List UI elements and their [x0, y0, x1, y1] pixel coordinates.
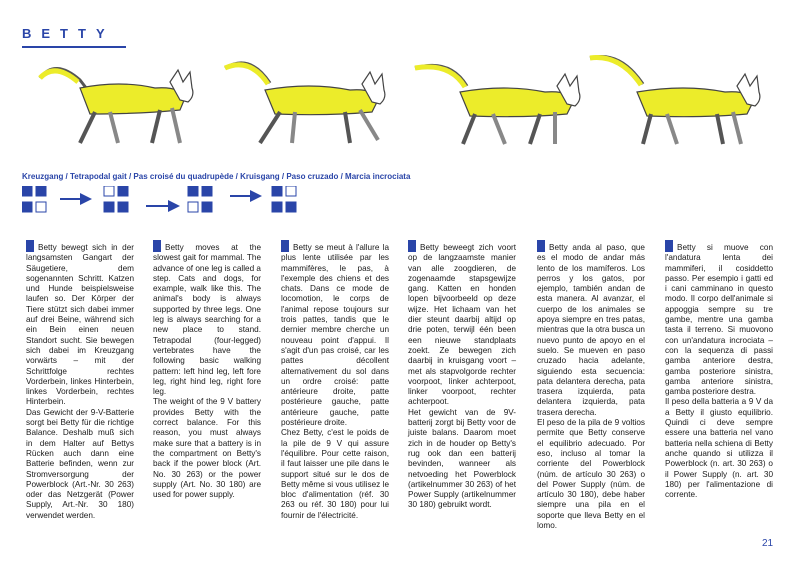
de-paragraph-1: Betty bewegt sich in der langsamsten Gangart der Säugetiere, dem sogenannten Schritt. Katzen und Hunde beispielsweise laufen so. Der Körper der Tiere stützt sich dabei immer auf drei Beine, während sich ein Bein einen neuen Standort sucht. Sie bewegen sich dabei im Kreuzgang vorwärts – mit der Schrittfolge rechtes Vorderbein, linkes Hinterbein, linkes Vorderbein, rechtes Hinterbein.: [26, 243, 134, 407]
gait-heading: Kreuzgang / Tetrapodal gait / Pas croisé du quadrupède / Kruisgang / Paso cruzado / Marcia incrociata: [22, 172, 411, 181]
cat-frame-1: [40, 68, 193, 143]
it-paragraph-2: Il peso della batteria a 9 V da a Betty il giusto equilibrio. Quindi ci deve sempre essere una batteria nel vano batteria nella schiena di Betty anche quando si utilizza il Powerblock (n. art. 30 263) o il Power Supply (n. art. 30 180) per l'alimentazione di corrente.: [665, 397, 773, 500]
gait-step-3: [188, 186, 212, 212]
en-paragraph-2: The weight of the 9 V battery provides Betty with the correct balance. For this reason, you must always make sure that a battery is in the compartment on Betty's back if the power block (Art. No. 30 263) or the power supply (Art. No. 30 180) are used for power supply.: [153, 397, 261, 500]
column-marker: [408, 240, 416, 252]
cat-frame-3: [415, 65, 580, 144]
column-marker: [26, 240, 34, 252]
gait-step-2: [104, 186, 128, 212]
column-marker: [281, 240, 289, 252]
cat-frame-2: [225, 63, 385, 143]
text-column-de: [26, 240, 134, 521]
betty-walking-cat-illustration: [20, 48, 790, 168]
it-paragraph-1: Betty si muove con l'andatura lenta dei mammiferi, il cosiddetto passo. Per esempio i gatti ed i cani camminano in questo modo. Il corpo dell'animale si appoggia sempre su tre gambe, mentre una gamba tasta il terreno. Si muovono con un'andatura incrociata – con la sequenza di passi gamba anteriore destra, gamba posteriore sinistra, gamba anteriore sinistra, gamba posteriore destra.: [665, 243, 773, 397]
gait-diagram: [22, 186, 322, 218]
gait-step-1: [22, 186, 46, 212]
es-paragraph-1: Betty anda al paso, que es el modo de andar más lento de los mamíferos. Los perros y los gatos, por ejemplo, también andan de esta manera. Al avanzar, el cuerpo de los animales se apoya siempre en tres patas, mientras que la otra busca un nuevo punto de apoyo en el suelo. Se mueven en paso cruzado hacia adelante, siguiendo esta secuencia: pata delantera derecha, pata trasera izquierda, pata delantera izquierda, pata trasera derecha.: [537, 243, 645, 417]
text-column-fr: [281, 240, 389, 521]
column-marker: [153, 240, 161, 252]
text-column-it: [665, 240, 773, 500]
text-column-es: [537, 240, 645, 531]
page-title: BETTY: [22, 26, 115, 41]
column-marker: [665, 240, 673, 252]
gait-step-4: [272, 186, 296, 212]
fr-paragraph-2: Chez Betty, c'est le poids de la pile de 9 V qui assure l'équilibre. Pour cette raison, il faut laisser une pile dans le support situé sur le dos de Betty même si vous utilisez le bloc d'alimentation (réf. 30 263 ou réf. 30 180) pour lui fournir de l'électricité.: [281, 428, 389, 520]
text-column-nl: [408, 240, 516, 511]
fr-paragraph-1: Betty se meut à l'allure la plus lente utilisée par les mammifères, le pas, à l'exemple des chiens et des chats. Dans ce mode de locomotion, le corps de l'animal repose toujours sur trois pattes, tandis que le dernier membre cherche un nouveau point d'appui. Il s'agit d'un pas croisé, car les pattes décollent alternativement du sol dans un ordre croisé: patte antérieure droite, patte postérieure gauche, patte antérieure gauche, patte postérieure droite.: [281, 243, 389, 428]
nl-paragraph-1: Betty beweegt zich voort op de langzaamste manier van alle zoogdieren, de zogenaamde stapsgewijze gang. Katten en honden lopen bijvoorbeeld op deze wijze. Het lichaam van het dier steunt daarbij altijd op drie poten, terwijl één been een nieuwe standplaats zoekt. Ze bewegen zich daarbij in kruisgang voort – met als stapvolgorde rechter voorpoot, linker achterpoot, linker voorpoot, rechter achterpoot.: [408, 243, 516, 407]
de-paragraph-2: Das Gewicht der 9-V-Batterie sorgt bei Betty für die richtige Balance. Deshalb muß sich in dem Halter auf Bettys Rücken auch dann eine Batterie befinden, wenn zur Stromversorgung der Powerblock (Art.-Nr. 30 263) oder das Netzgerät (Power Supply, Art.-Nr. 30 180) verwendet werden.: [26, 407, 134, 520]
en-paragraph-1: Betty moves at the slowest gait for mammal. The advance of one leg is called a step. Cats and dogs, for example, walk like this. The animal's body is always supported by three legs. One leg is always searching for a new place to stand. Tetrapodal (four-legged) vertebrates have the following basic walking pattern: left hind leg, left fore leg, right hind leg, right fore leg.: [153, 243, 261, 397]
nl-paragraph-2: Het gewicht van de 9V-batterij zorgt bij Betty voor de juiste balans. Daarom moet zich in de houder op Betty's rug ook dan een batterij bevinden, wanneer als netvoeding het Powerblock (artikelnummer 30 263) of het Power Supply (artikelnummer 30 180) gebruikt wordt.: [408, 407, 516, 510]
es-paragraph-2: El peso de la pila de 9 voltios permite que Betty conserve el equilibrio adecuado. Por eso, incluso al tomar la corriente del Powerblock (núm. de artículo 30 263) o del Power Supply (núm. de artículo 30 180), debe haber siempre una pila en el soporte que lleva Betty en el lomo.: [537, 418, 645, 531]
page-number: 21: [762, 538, 774, 549]
text-column-en: [153, 240, 261, 500]
column-marker: [537, 240, 545, 252]
cat-frame-4: [590, 56, 760, 144]
